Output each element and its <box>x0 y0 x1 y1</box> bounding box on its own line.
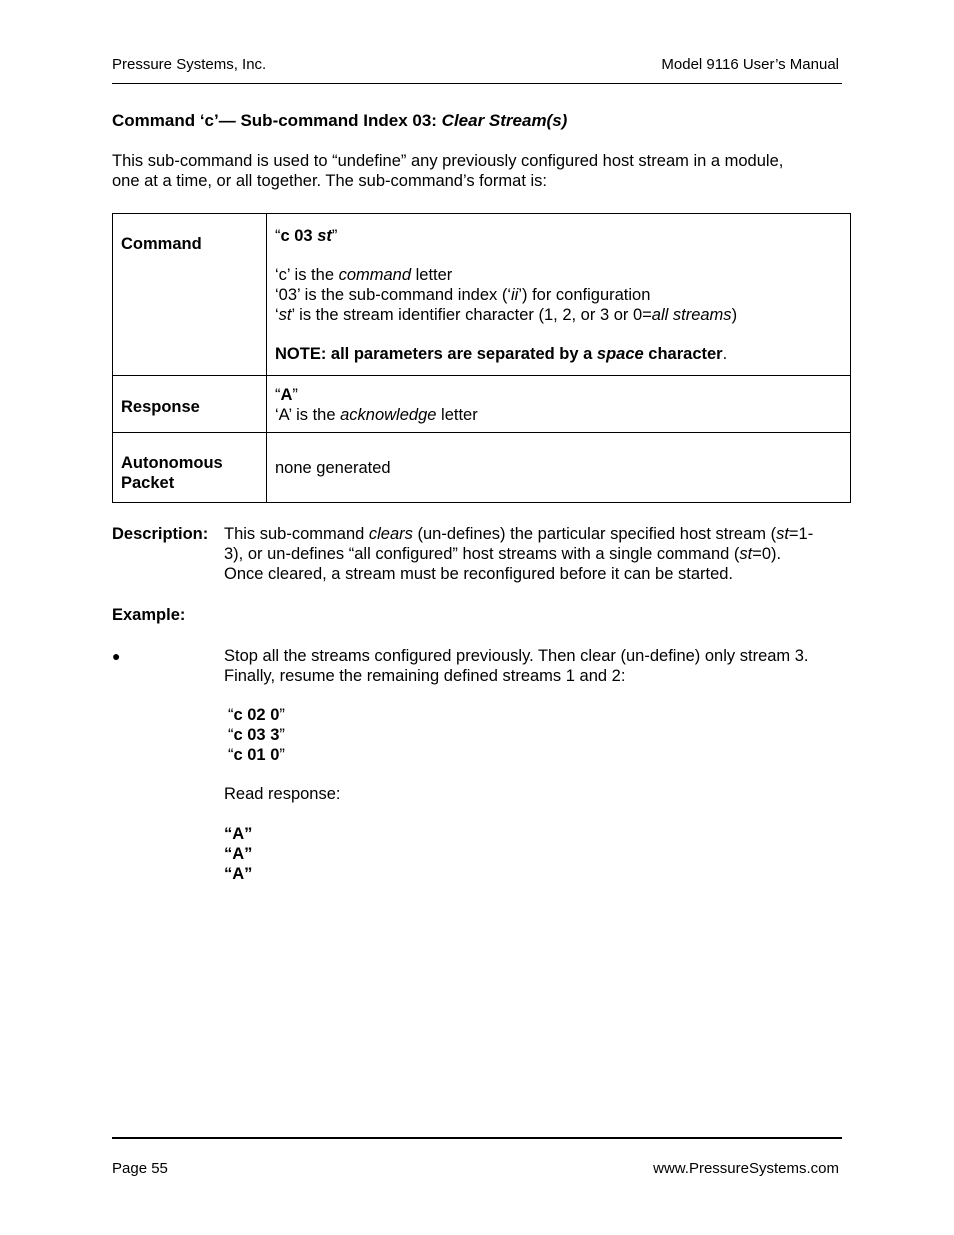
intro-line-2: one at a time, or all together. The sub-command’s format is: <box>112 172 548 190</box>
header-manual-title: Model 9116 User’s Manual <box>661 56 839 73</box>
header-rule <box>112 83 842 84</box>
command-label: Command <box>121 235 202 253</box>
response-value: “A” <box>275 386 298 404</box>
example-response: “A” <box>224 865 253 883</box>
response-label: Response <box>121 398 200 416</box>
example-command: “c 02 0” <box>228 706 285 724</box>
description-line-1: This sub-command clears (un-defines) the particular specified host stream (st=1- <box>224 525 814 543</box>
response-desc: ‘A’ is the acknowledge letter <box>275 406 478 424</box>
example-command: “c 03 3” <box>228 726 285 744</box>
description-label: Description: <box>112 525 209 543</box>
description-line-2: 3), or un-defines “all configured” host streams with a single command (st=0). <box>224 545 782 563</box>
section-heading: Command ‘c’— Sub-command Index 03: Clear Stream(s) <box>112 111 568 130</box>
table-row-divider <box>112 375 851 376</box>
command-syntax: “c 03 st” <box>275 227 338 245</box>
table-column-divider <box>266 213 267 503</box>
intro-line-1: This sub-command is used to “undefine” any previously configured host stream in a module, <box>112 152 784 170</box>
footer-page-number: Page 55 <box>112 1160 168 1177</box>
example-command: “c 01 0” <box>228 746 285 764</box>
bullet: ● <box>112 648 121 664</box>
header-company: Pressure Systems, Inc. <box>112 56 267 73</box>
autonomous-value: none generated <box>275 459 391 477</box>
autonomous-label-1: Autonomous <box>121 454 223 472</box>
command-note: NOTE: all parameters are separated by a space character. <box>275 345 728 363</box>
command-desc-stream: ‘st’ is the stream identifier character (1, 2, or 3 or 0=all streams) <box>275 306 738 324</box>
footer-website: www.PressureSystems.com <box>653 1160 839 1177</box>
description-line-3: Once cleared, a stream must be reconfigured before it can be started. <box>224 565 734 583</box>
command-desc-index: ‘03’ is the sub-command index (‘ii’) for configuration <box>275 286 651 304</box>
example-response: “A” <box>224 845 253 863</box>
example-line-1: Stop all the streams configured previously. Then clear (un-define) only stream 3. <box>224 647 809 665</box>
example-line-2: Finally, resume the remaining defined streams 1 and 2: <box>224 667 626 685</box>
example-label: Example: <box>112 606 186 624</box>
command-desc-c: ‘c’ is the command letter <box>275 266 453 284</box>
example-response: “A” <box>224 825 253 843</box>
autonomous-label-2: Packet <box>121 474 175 492</box>
read-response-label: Read response: <box>224 785 341 803</box>
table-row-divider <box>112 432 851 433</box>
footer-rule <box>112 1137 842 1139</box>
